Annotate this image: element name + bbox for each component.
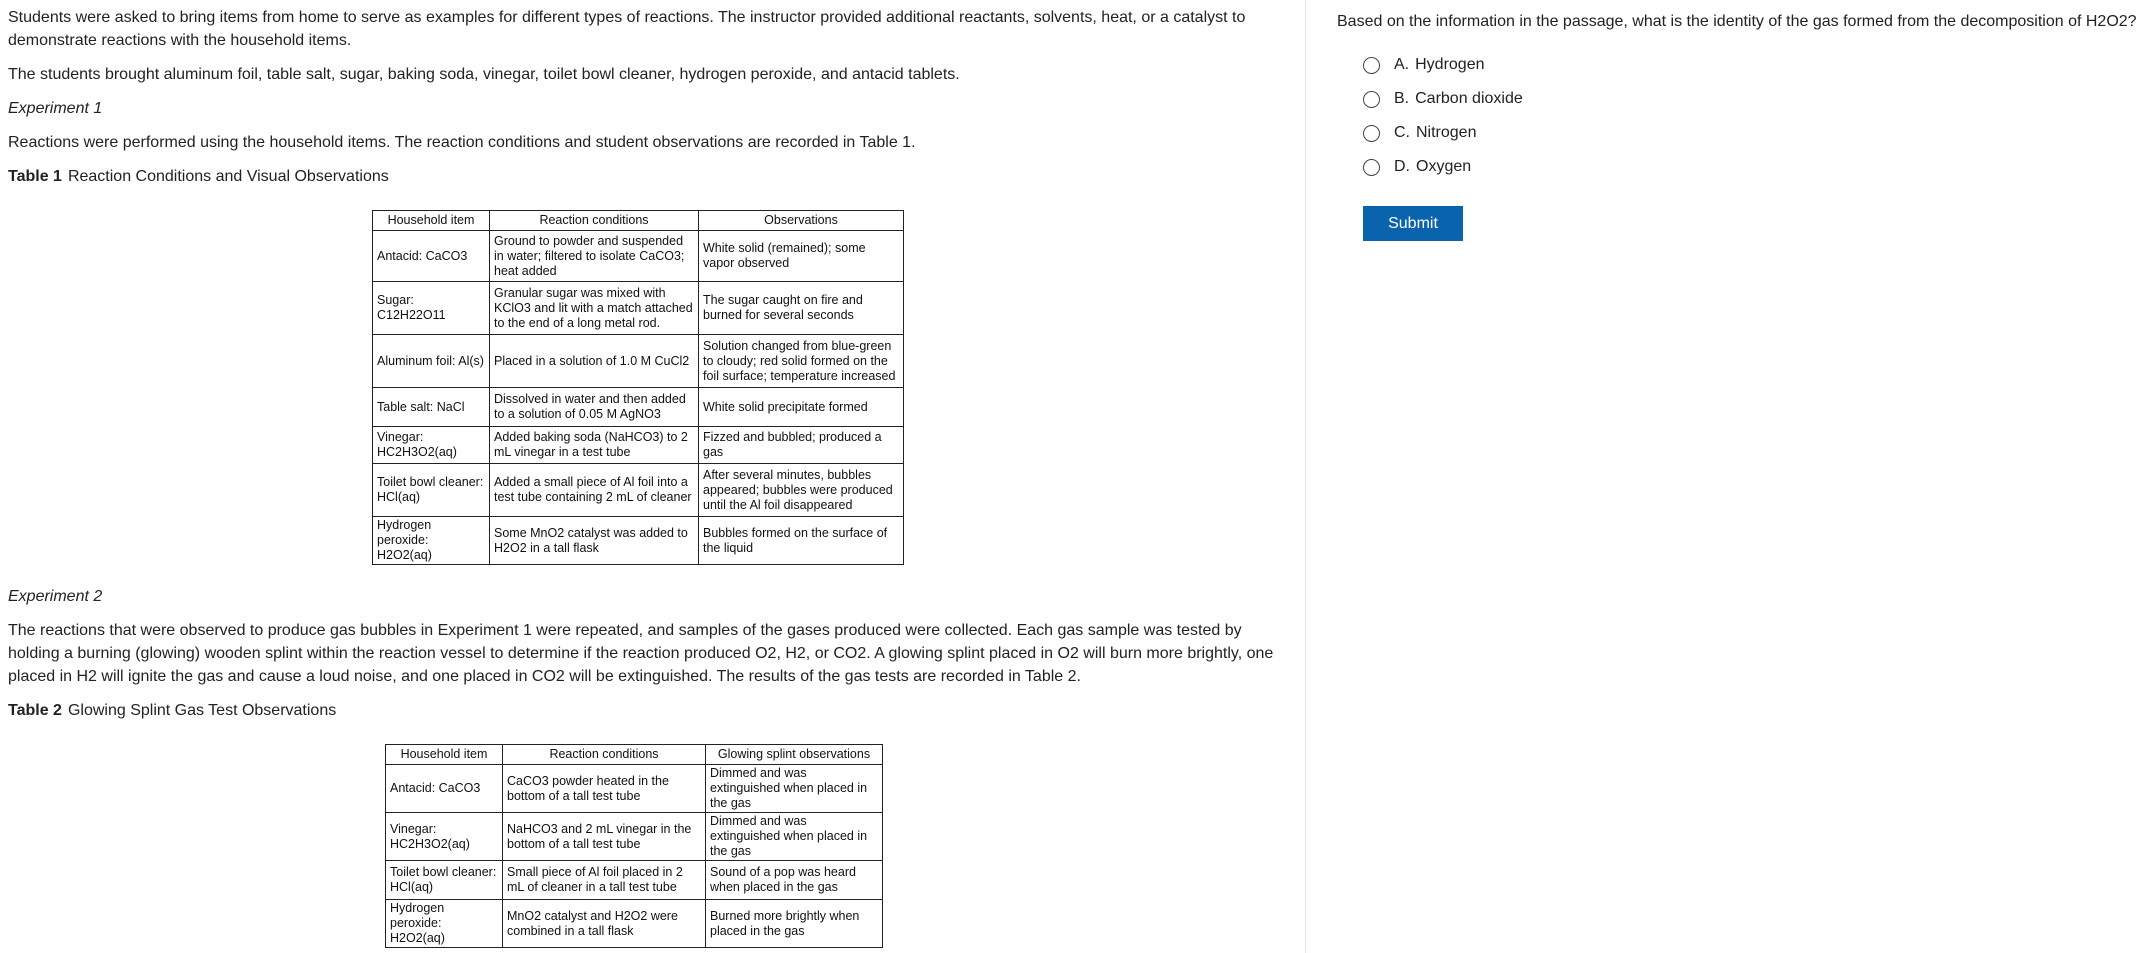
table-cell-observations: Bubbles formed on the surface of the liquid bbox=[699, 517, 904, 565]
table-cell-item: Hydrogen peroxide: H2O2(aq) bbox=[373, 517, 490, 565]
radio-button-icon[interactable] bbox=[1363, 125, 1380, 142]
answer-option-c[interactable] bbox=[1363, 116, 2137, 150]
items-paragraph: The students brought aluminum foil, table salt, sugar, baking soda, vinegar, toilet bowl cleaner, hydrogen peroxide, and antacid tablets. bbox=[8, 66, 960, 83]
option-label: Nitrogen bbox=[1416, 124, 1477, 141]
table-cell-item: Toilet bowl cleaner: HCl(aq) bbox=[386, 861, 503, 900]
table-cell-observations: Dimmed and was extinguished when placed in the gas bbox=[706, 765, 883, 813]
radio-button-icon[interactable] bbox=[1363, 91, 1380, 108]
table-2 bbox=[385, 744, 883, 948]
panel-divider bbox=[1305, 0, 1306, 953]
table-cell-observations: Solution changed from blue-green to cloudy; red solid formed on the foil surface; temperature increased bbox=[699, 335, 904, 388]
table-cell-conditions: MnO2 catalyst and H2O2 were combined in a tall flask bbox=[503, 900, 706, 948]
table-cell-item: Sugar: C12H22O11 bbox=[373, 282, 490, 335]
submit-button[interactable]: Submit bbox=[1363, 206, 1463, 241]
answer-option-a[interactable] bbox=[1363, 48, 2137, 82]
table-cell-observations: Dimmed and was extinguished when placed in the gas bbox=[706, 813, 883, 861]
table-header-row bbox=[386, 745, 883, 765]
table-1-title: Reaction Conditions and Visual Observations bbox=[67, 168, 389, 185]
option-label: Carbon dioxide bbox=[1415, 90, 1523, 107]
intro-paragraph: Students were asked to bring items from home to serve as examples for different types of reactions. The instructor provided additional reactants, solvents, heat, or a catalyst to demonstrate reactions with the household items. bbox=[8, 9, 1246, 49]
table-cell-conditions: Added a small piece of Al foil into a test tube containing 2 mL of cleaner bbox=[490, 464, 699, 517]
table-cell-item: Aluminum foil: Al(s) bbox=[373, 335, 490, 388]
table-1-label: Table 1 bbox=[8, 168, 62, 185]
table-cell-item: Vinegar: HC2H3O2(aq) bbox=[386, 813, 503, 861]
table-cell-observations: White solid (remained); some vapor observed bbox=[699, 231, 904, 282]
table-header-cell: Reaction conditions bbox=[503, 745, 706, 765]
radio-button-icon[interactable] bbox=[1363, 159, 1380, 176]
option-letter: D. bbox=[1394, 158, 1410, 175]
table-2-label: Table 2 bbox=[8, 702, 62, 719]
experiment-1-title: Experiment 1 bbox=[8, 100, 103, 117]
table-cell-observations: The sugar caught on fire and burned for several seconds bbox=[699, 282, 904, 335]
answer-options bbox=[1363, 48, 2137, 184]
table-row bbox=[386, 765, 883, 813]
table-cell-conditions: Placed in a solution of 1.0 M CuCl2 bbox=[490, 335, 699, 388]
table-cell-item: Toilet bowl cleaner: HCl(aq) bbox=[373, 464, 490, 517]
experiment-1-text: Reactions were performed using the household items. The reaction conditions and student observations are recorded in Table 1. bbox=[8, 134, 916, 151]
table-cell-conditions: Dissolved in water and then added to a solution of 0.05 M AgNO3 bbox=[490, 388, 699, 427]
table-row bbox=[373, 231, 904, 282]
table-cell-observations: Fizzed and bubbled; produced a gas bbox=[699, 427, 904, 464]
table-header-row bbox=[373, 211, 904, 231]
table-1-caption bbox=[8, 165, 1297, 188]
table-header-cell: Household item bbox=[386, 745, 503, 765]
table-row bbox=[373, 464, 904, 517]
question-panel bbox=[1337, 0, 2137, 953]
experiment-2-text: The reactions that were observed to produce gas bubbles in Experiment 1 were repeated, and samples of the gases produced were collected. Each gas sample was tested by holding a burning (glowing) wooden splint within the reaction vessel to determine if the reaction produced O2, H2, or CO2. A glowing splint placed in O2 will burn more brightly, one placed in H2 will ignite the gas and cause a loud noise, and one placed in CO2 will be extinguished. The results of the gas tests are recorded in Table 2. bbox=[8, 622, 1274, 685]
radio-button-icon[interactable] bbox=[1363, 57, 1380, 74]
table-row bbox=[386, 813, 883, 861]
answer-option-b[interactable] bbox=[1363, 82, 2137, 116]
table-row bbox=[373, 335, 904, 388]
table-cell-observations: Sound of a pop was heard when placed in the gas bbox=[706, 861, 883, 900]
table-row bbox=[373, 388, 904, 427]
table-header-cell: Reaction conditions bbox=[490, 211, 699, 231]
table-row bbox=[386, 900, 883, 948]
table-row bbox=[373, 517, 904, 565]
table-cell-conditions: Added baking soda (NaHCO3) to 2 mL vinegar in a test tube bbox=[490, 427, 699, 464]
table-1 bbox=[372, 210, 904, 565]
option-letter: C. bbox=[1394, 124, 1410, 141]
table-cell-item: Table salt: NaCl bbox=[373, 388, 490, 427]
table-cell-conditions: Ground to powder and suspended in water; filtered to isolate CaCO3; heat added bbox=[490, 231, 699, 282]
option-label: Hydrogen bbox=[1415, 56, 1485, 73]
table-2-title: Glowing Splint Gas Test Observations bbox=[67, 702, 337, 719]
option-letter: B. bbox=[1394, 90, 1410, 107]
table-cell-observations: After several minutes, bubbles appeared; bubbles were produced until the Al foil disappeared bbox=[699, 464, 904, 517]
table-cell-item: Vinegar: HC2H3O2(aq) bbox=[373, 427, 490, 464]
table-cell-observations: Burned more brightly when placed in the gas bbox=[706, 900, 883, 948]
table-header-cell: Household item bbox=[373, 211, 490, 231]
table-row bbox=[373, 427, 904, 464]
table-cell-conditions: Granular sugar was mixed with KClO3 and lit with a match attached to the end of a long metal rod. bbox=[490, 282, 699, 335]
option-letter: A. bbox=[1394, 56, 1410, 73]
option-label: Oxygen bbox=[1416, 158, 1472, 175]
table-row bbox=[373, 282, 904, 335]
table-cell-conditions: Small piece of Al foil placed in 2 mL of cleaner in a tall test tube bbox=[503, 861, 706, 900]
answer-option-d[interactable] bbox=[1363, 150, 2137, 184]
table-cell-item: Hydrogen peroxide: H2O2(aq) bbox=[386, 900, 503, 948]
table-cell-conditions: NaHCO3 and 2 mL vinegar in the bottom of a tall test tube bbox=[503, 813, 706, 861]
question-stem: Based on the information in the passage, what is the identity of the gas formed from the decomposition of H2O2? bbox=[1337, 13, 2137, 30]
table-cell-observations: White solid precipitate formed bbox=[699, 388, 904, 427]
table-cell-item: Antacid: CaCO3 bbox=[373, 231, 490, 282]
table-cell-item: Antacid: CaCO3 bbox=[386, 765, 503, 813]
table-row bbox=[386, 861, 883, 900]
table-cell-conditions: CaCO3 powder heated in the bottom of a tall test tube bbox=[503, 765, 706, 813]
experiment-2-title: Experiment 2 bbox=[8, 588, 103, 605]
table-cell-conditions: Some MnO2 catalyst was added to H2O2 in a tall flask bbox=[490, 517, 699, 565]
table-header-cell: Glowing splint observations bbox=[706, 745, 883, 765]
table-2-caption bbox=[8, 699, 1297, 722]
table-header-cell: Observations bbox=[699, 211, 904, 231]
